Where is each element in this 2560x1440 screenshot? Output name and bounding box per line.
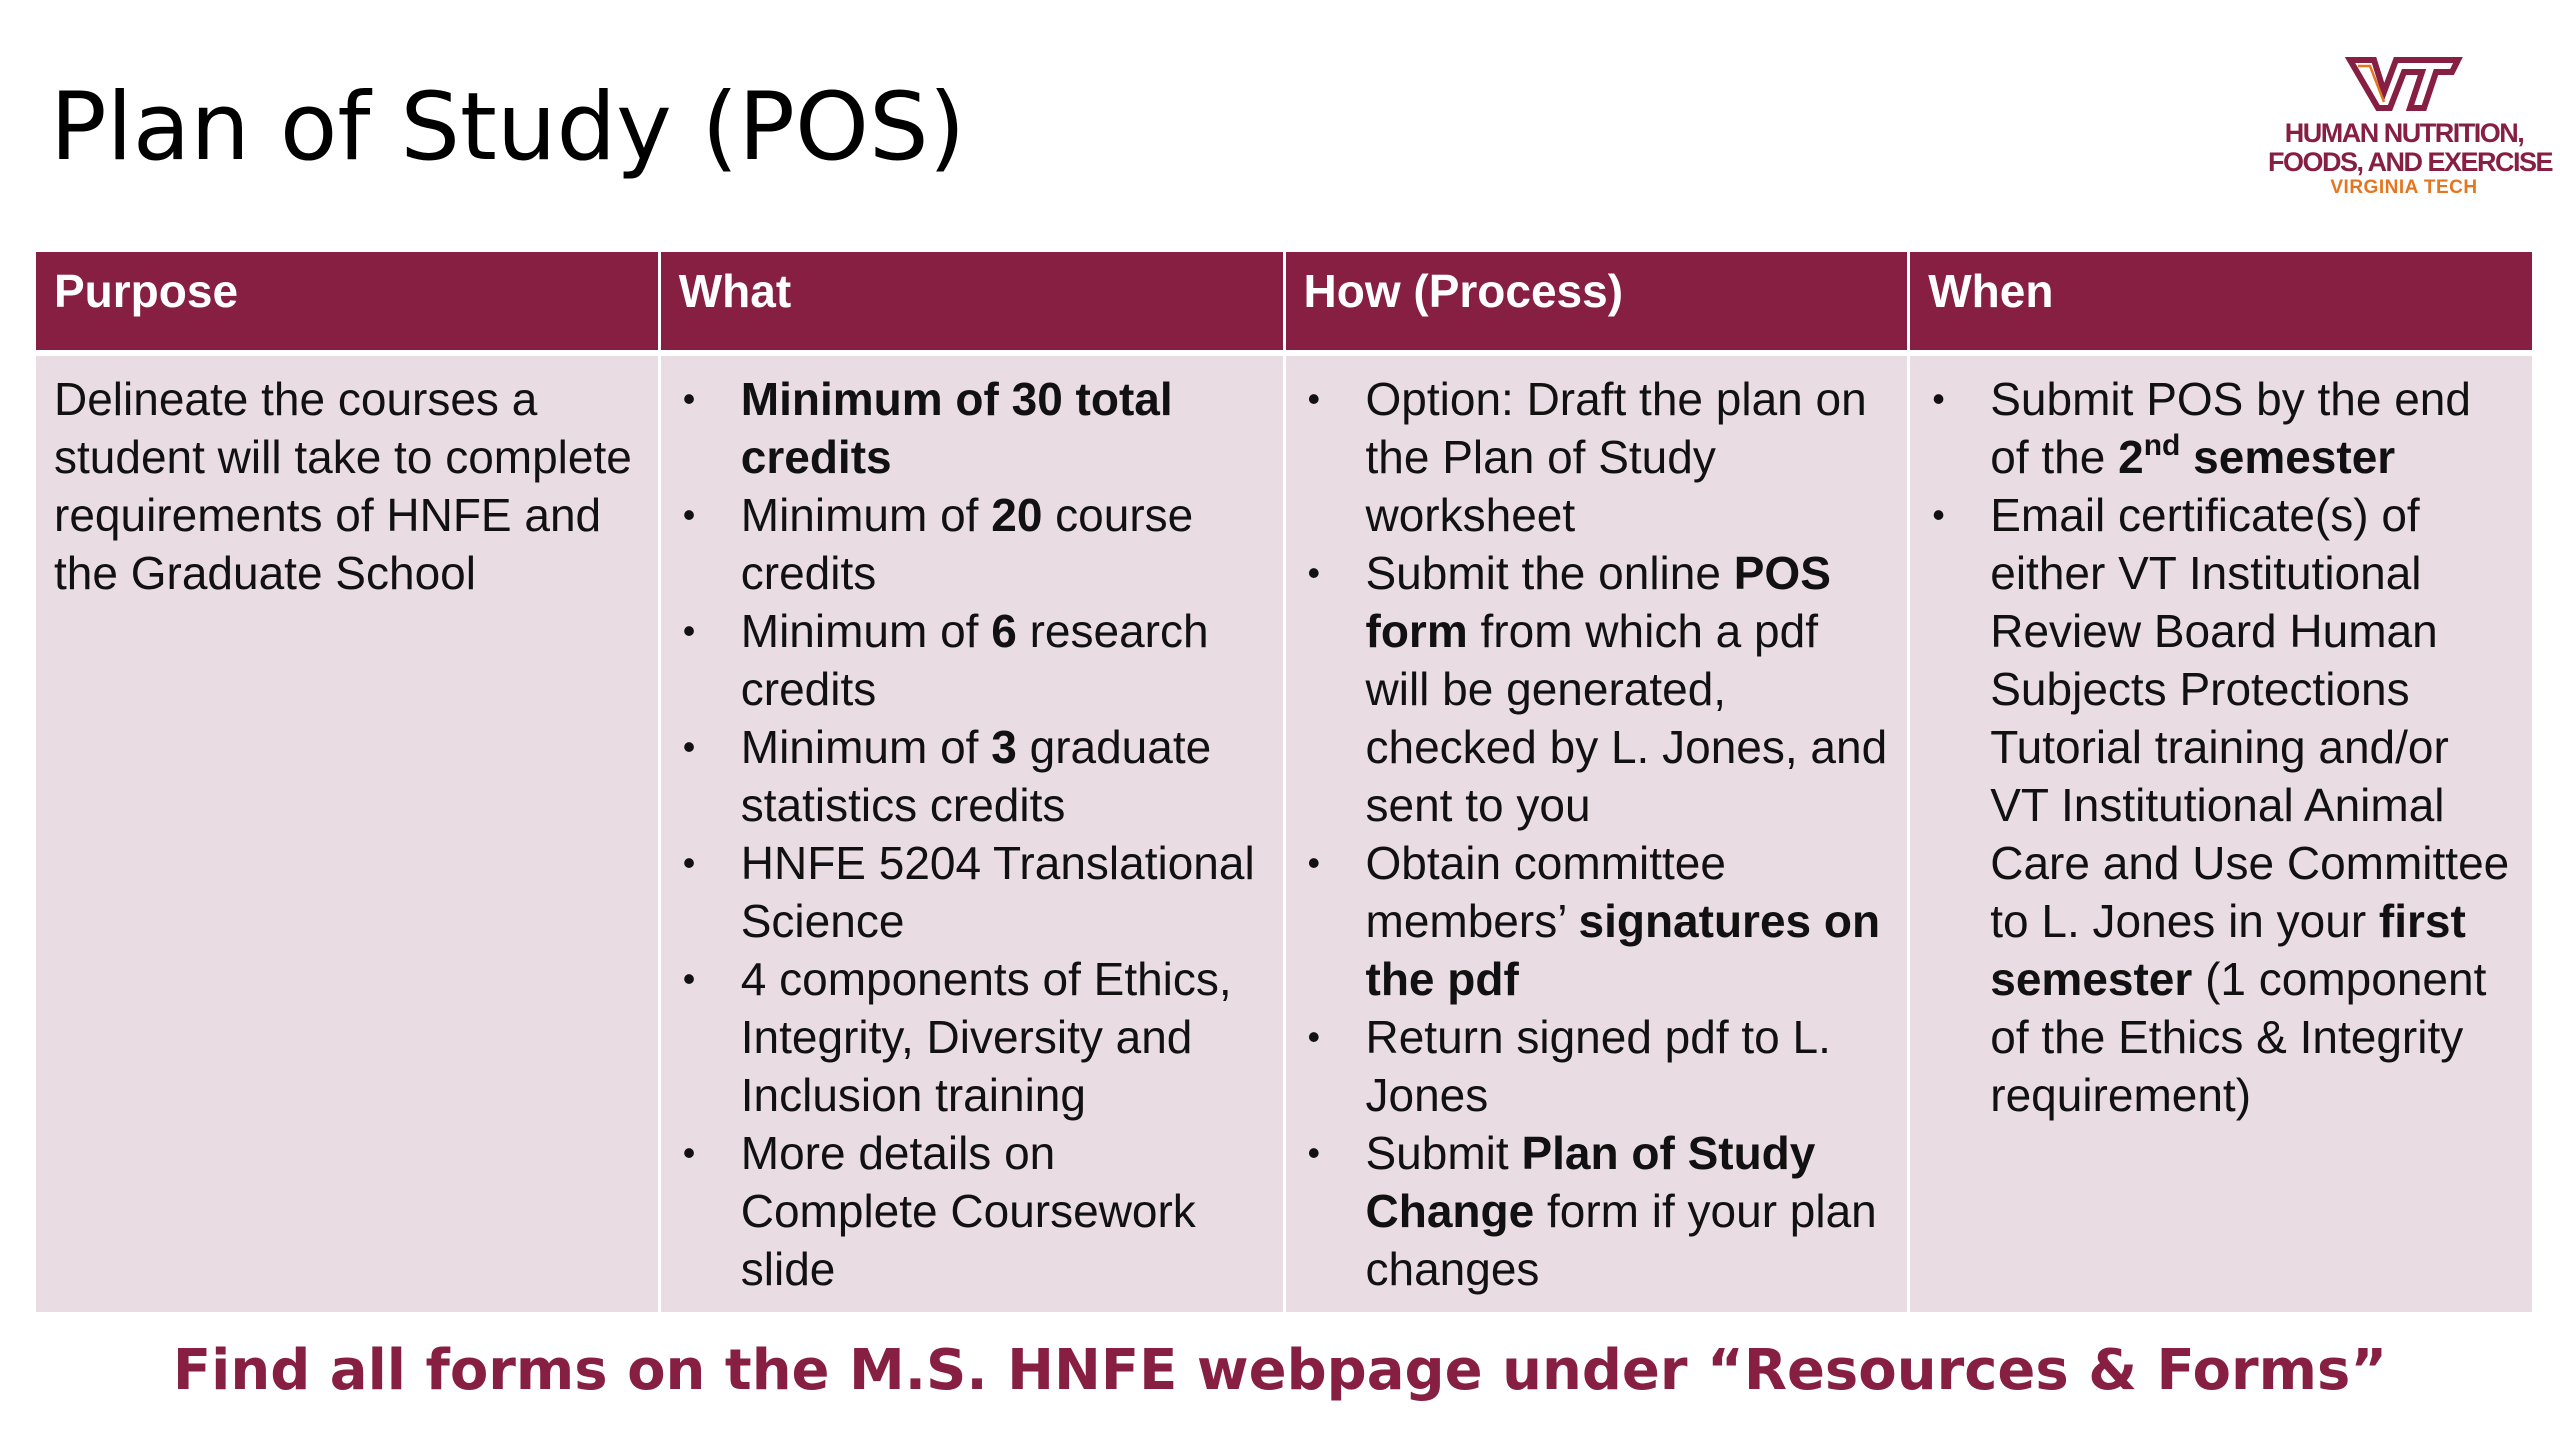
purpose-text: Delineate the courses a student will take to complete requirements of HNFE and the Graduate School (54, 373, 632, 599)
list-item (679, 834, 1265, 950)
when-cell (1910, 356, 2532, 1312)
list-item (1304, 834, 1890, 1008)
bold-text: 20 (991, 489, 1043, 541)
text-run: from which a pdf will be generated, checked by L. Jones, and sent to you (1365, 605, 1888, 831)
how-list (1304, 370, 1890, 1298)
header-what: What (661, 252, 1283, 350)
list-item (679, 370, 1265, 486)
text-run: Option: Draft the plan on the Plan of Study worksheet (1365, 373, 1867, 541)
text-run: research credits (740, 605, 1209, 715)
list-item (1304, 1124, 1890, 1298)
list-item (679, 718, 1265, 834)
bold-text: Minimum of 30 total credits (740, 373, 1173, 483)
how-cell (1286, 356, 1908, 1312)
bold-text: nd (2143, 429, 2181, 462)
list-item (1928, 486, 2514, 1124)
list-item (1928, 370, 2514, 486)
text-run: Minimum of (740, 721, 992, 773)
what-cell (661, 356, 1283, 1312)
footer-note: Find all forms on the M.S. HNFE webpage under “Resources & Forms” (172, 1338, 2388, 1403)
text-run: 4 components of Ethics, Integrity, Diversity and Inclusion training (740, 953, 1232, 1121)
bold-text: signatures on the pdf (1365, 895, 1881, 1005)
text-run: form if your plan changes (1365, 1185, 1877, 1295)
text-run: Minimum of (740, 489, 992, 541)
what-list (679, 370, 1265, 1298)
text-run: graduate statistics credits (740, 721, 1212, 831)
text-run: Email certificate(s) of either VT Institutional Review Board Human Subjects Protections Tutorial training and/or VT Institutional Animal Care and Use Committee to L. Jones in your (1990, 489, 2510, 947)
text-run: HNFE 5204 Translational Science (740, 837, 1255, 947)
pos-table (36, 252, 2532, 1312)
text-run: Obtain committee members’ (1365, 837, 1726, 947)
when-list (1928, 370, 2514, 1124)
text-run: Submit POS by the end of the (1990, 373, 2471, 483)
list-item (679, 602, 1265, 718)
bold-text: 6 (991, 605, 1017, 657)
header-how: How (Process) (1286, 252, 1908, 350)
text-run: Submit (1365, 1127, 1522, 1179)
vt-logo-mark-icon (2344, 56, 2464, 112)
purpose-cell (36, 356, 658, 1312)
vt-hnfe-logo (2268, 56, 2553, 206)
bold-text: Plan of Study Change (1365, 1127, 1816, 1237)
list-item (1304, 544, 1890, 834)
logo-line-department: HUMAN NUTRITION, (2284, 118, 2524, 148)
bold-text: POS form (1365, 547, 1831, 657)
list-item (679, 1124, 1265, 1298)
bold-text: semester (2180, 431, 2396, 483)
bold-text: first semester (1990, 895, 2466, 1005)
text-run: Minimum of (740, 605, 992, 657)
list-item (679, 486, 1265, 602)
text-run: More details on Complete Coursework slide (740, 1127, 1196, 1295)
text-run: Submit the online (1365, 547, 1734, 599)
header-purpose: Purpose (36, 252, 658, 350)
list-item (1304, 370, 1890, 544)
bold-text: 3 (991, 721, 1017, 773)
slide-title: Plan of Study (POS) (50, 73, 966, 182)
logo-line-university: VIRGINIA TECH (2330, 177, 2478, 198)
header-when: When (1910, 252, 2532, 350)
bold-text: 2 (2118, 431, 2144, 483)
logo-line-department-2: FOODS, AND EXERCISE (2268, 147, 2553, 177)
text-run: (1 component of the Ethics & Integrity requirement) (1990, 953, 2487, 1121)
list-item (1304, 1008, 1890, 1124)
text-run: course credits (740, 489, 1194, 599)
text-run: Return signed pdf to L. Jones (1365, 1011, 1831, 1121)
list-item (679, 950, 1265, 1124)
